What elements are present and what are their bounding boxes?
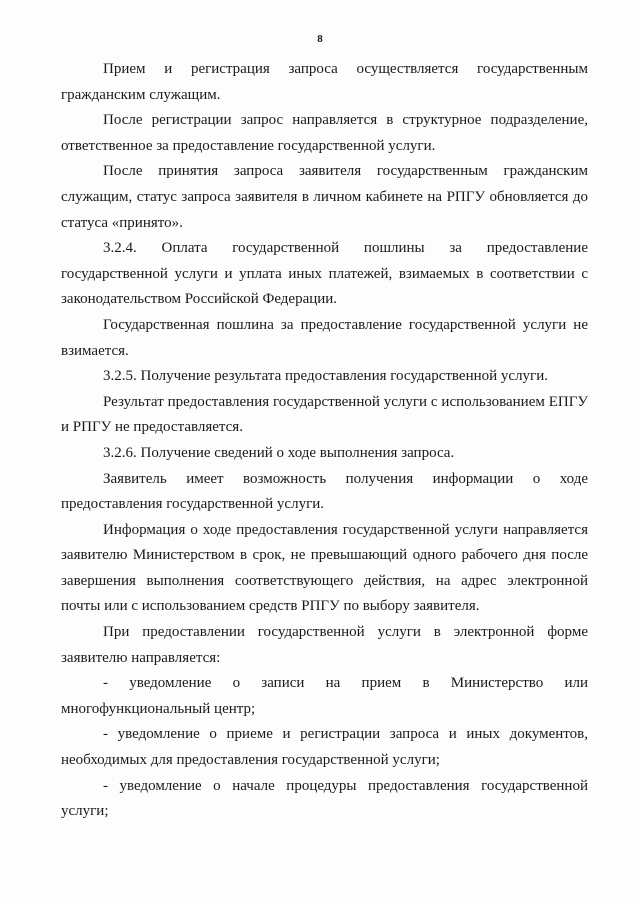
document-body: [61, 57, 588, 825]
paragraph-electronic-form-notices: При предоставлении государственной услуги в электронной форме заявителю направляется:: [61, 624, 588, 666]
section-3-2-6-heading: 3.2.6. Получение сведений о ходе выполнения запроса.: [103, 444, 455, 461]
section-3-2-5-heading: 3.2.5. Получение результата предоставления государственной услуги.: [103, 368, 548, 385]
page-number: 8: [317, 33, 323, 45]
paragraph-status-accepted: После принятия запроса заявителя государственным гражданским служащим, статус запроса заявителя в личном кабинете на РПГУ обновляется до статуса «принято».: [61, 163, 588, 231]
list-item-procedure-start-notice: - уведомление о начале процедуры предоставления государственной услуги;: [61, 777, 588, 820]
list-item-appointment-notice: - уведомление о записи на прием в Министерство или многофункциональный центр;: [61, 675, 588, 717]
section-3-2-4-heading: 3.2.4. Оплата государственной пошлины за предоставление государственной услуги и уплата иных платежей, взимаемых в соответствии с законодательством Российской Федерации.: [61, 240, 588, 308]
paragraph-result-not-provided: Результат предоставления государственной услуги с использованием ЕПГУ и РПГУ не предоставляется.: [61, 393, 588, 436]
paragraph-applicant-can-get-info: Заявитель имеет возможность получения информации о ходе предоставления государственной услуги.: [61, 470, 588, 513]
paragraph-fee-not-charged: Государственная пошлина за предоставление государственной услуги не взимается.: [61, 316, 588, 359]
paragraph-progress-information: Информация о ходе предоставления государственной услуги направляется заявителю Министерством в срок, не превышающий одного рабочего дня после завершения выполнения соответствующего действия, на адрес электронной почты или с использованием средств РПГУ по выбору заявителя.: [61, 521, 588, 615]
paragraph-after-registration: После регистрации запрос направляется в структурное подразделение, ответственное за предоставление государственной услуги.: [61, 112, 588, 154]
list-item-registration-notice: - уведомление о приеме и регистрации запроса и иных документов, необходимых для предоставления государственной услуги;: [61, 726, 588, 769]
paragraph-reception-registration: Прием и регистрация запроса осуществляется государственным гражданским служащим.: [61, 61, 588, 103]
